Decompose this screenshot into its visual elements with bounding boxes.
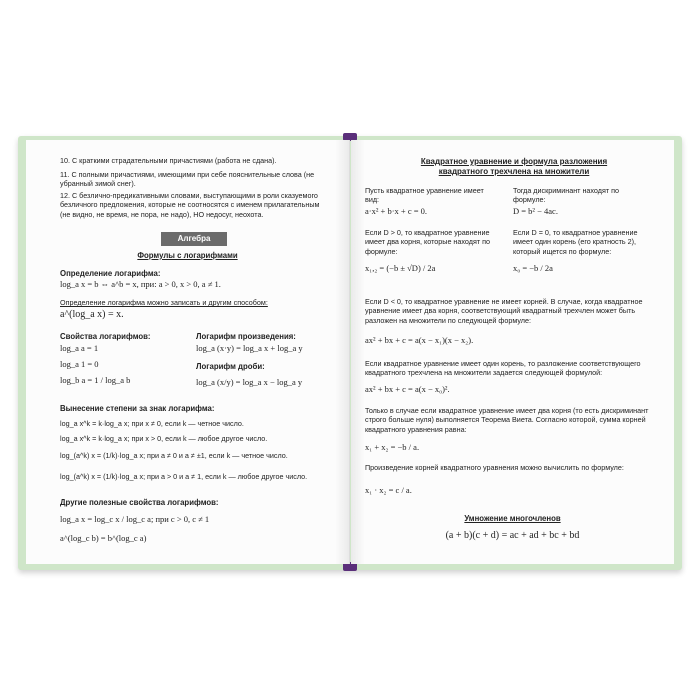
d-zero-formula: x₀ = −b / 2a (513, 263, 553, 273)
d-negative-text: Если D < 0, то квадратное уравнение не имеет корней. В случае, когда квадратное уравнение имеет два корня, соответствующий квадратный трехчлен может быть разложен на множители по следующей формуле: (365, 297, 643, 325)
eq-general: a·x² + b·x + c = 0. (365, 206, 428, 216)
alt-def-heading: Определение логарифма можно записать и другим способом: (60, 298, 268, 307)
list-item: 10. С краткими страдательными причастиями (работа не сдана). (60, 156, 277, 165)
product-heading: Логарифм произведения: (196, 332, 296, 341)
prop-formula: log_a 1 = 0 (60, 359, 99, 369)
left-page (26, 140, 350, 564)
power-line: log_a x^k = k·log_a x; при x ≠ 0, если k — четное число. (60, 419, 244, 428)
product-text: Произведение корней квадратного уравнения можно вычислить по формуле: (365, 463, 624, 472)
discriminant-formula: D = b² − 4ac. (513, 206, 558, 216)
factor-one-root: ax² + bx + c = a(x − x₀)². (365, 384, 450, 394)
mult-formula: (a + b)(c + d) = ac + ad + bc + bd (445, 530, 580, 541)
one-root-text: Если квадратное уравнение имеет один корень, то разложение соответствующего квадратного трехчлена на множители задается следующей формулой: (365, 359, 641, 378)
power-line: log_(a^k) x = (1/k)·log_a x; при a ≠ 0 и a ≠ ±1, если k — четное число. (60, 451, 288, 460)
product-formula: log_a (x·y) = log_a x + log_a y (196, 343, 303, 353)
d-zero-text: Если D = 0, то квадратное уравнение имеет один корень (его кратность 2), который ищется по формуле: (513, 228, 638, 256)
other-formula: log_a x = log_c x / log_c a; при c > 0, c ≠ 1 (60, 514, 210, 524)
other-heading: Другие полезные свойства логарифмов: (60, 498, 219, 507)
intro-text: Пусть квадратное уравнение имеет вид: (365, 186, 484, 205)
quotient-formula: log_a (x/y) = log_a x − log_a y (196, 377, 303, 387)
alt-def-formula: a^(log_a x) = x. (60, 309, 124, 320)
page-subtitle: квадратного трехчлена на множители (438, 167, 590, 176)
section-title: Формулы с логарифмами (137, 251, 238, 260)
other-formula: a^(log_c b) = b^(log_c a) (60, 533, 147, 543)
power-line: log_a x^k = k·log_a x; при x > 0, если k — любое другое число. (60, 434, 268, 443)
vieta-text: Только в случае если квадратное уравнение имеет два корня (то есть дискриминант строго больше нуля) выполняется Теорема Виета. Согласно которой, сумма корней квадратного уравнения равна: (365, 406, 649, 434)
d-positive-text: Если D > 0, то квадратное уравнение имеет два корня, которые находят по формуле: (365, 228, 491, 256)
vieta-product: x₁ · x₂ = c / a. (365, 485, 412, 495)
props-heading: Свойства логарифмов: (60, 332, 151, 341)
page-title: Квадратное уравнение и формула разложения (420, 157, 608, 166)
quotient-heading: Логарифм дроби: (196, 362, 265, 371)
mult-heading: Умножение многочленов (464, 514, 561, 523)
section-badge-algebra: Алгебра (161, 232, 227, 246)
intro-text: Тогда дискриминант находят по формуле: (513, 186, 620, 205)
d-positive-formula: x₁,₂ = (−b ± √D) / 2a (365, 263, 436, 273)
def-heading: Определение логарифма: (60, 269, 161, 278)
list-item: 12. С безлично-предикативными словами, выступающими в роли сказуемого безличного предложения, которые не соотносятся с именем прилагательным (не видно, не время, не пора, не надо), НО недосуг, неохота. (60, 191, 320, 219)
def-formula: log_a x = b ⇔ a^b = x, при: a > 0, x > 0, a ≠ 1. (60, 279, 221, 289)
factor-two-roots: ax² + bx + c = a(x − x₁)(x − x₂). (365, 335, 474, 345)
right-page (351, 140, 674, 564)
list-item: 11. С полными причастиями, имеющими при себе пояснительные слова (не убранный зимой снег). (60, 170, 315, 189)
power-heading: Вынесение степени за знак логарифма: (60, 404, 215, 413)
power-line: log_(a^k) x = (1/k)·log_a x; при a > 0 и a ≠ 1, если k — любое другое число. (60, 472, 308, 481)
vieta-sum: x₁ + x₂ = −b / a. (365, 442, 420, 452)
prop-formula: log_b a = 1 / log_a b (60, 375, 131, 385)
prop-formula: log_a a = 1 (60, 343, 99, 353)
